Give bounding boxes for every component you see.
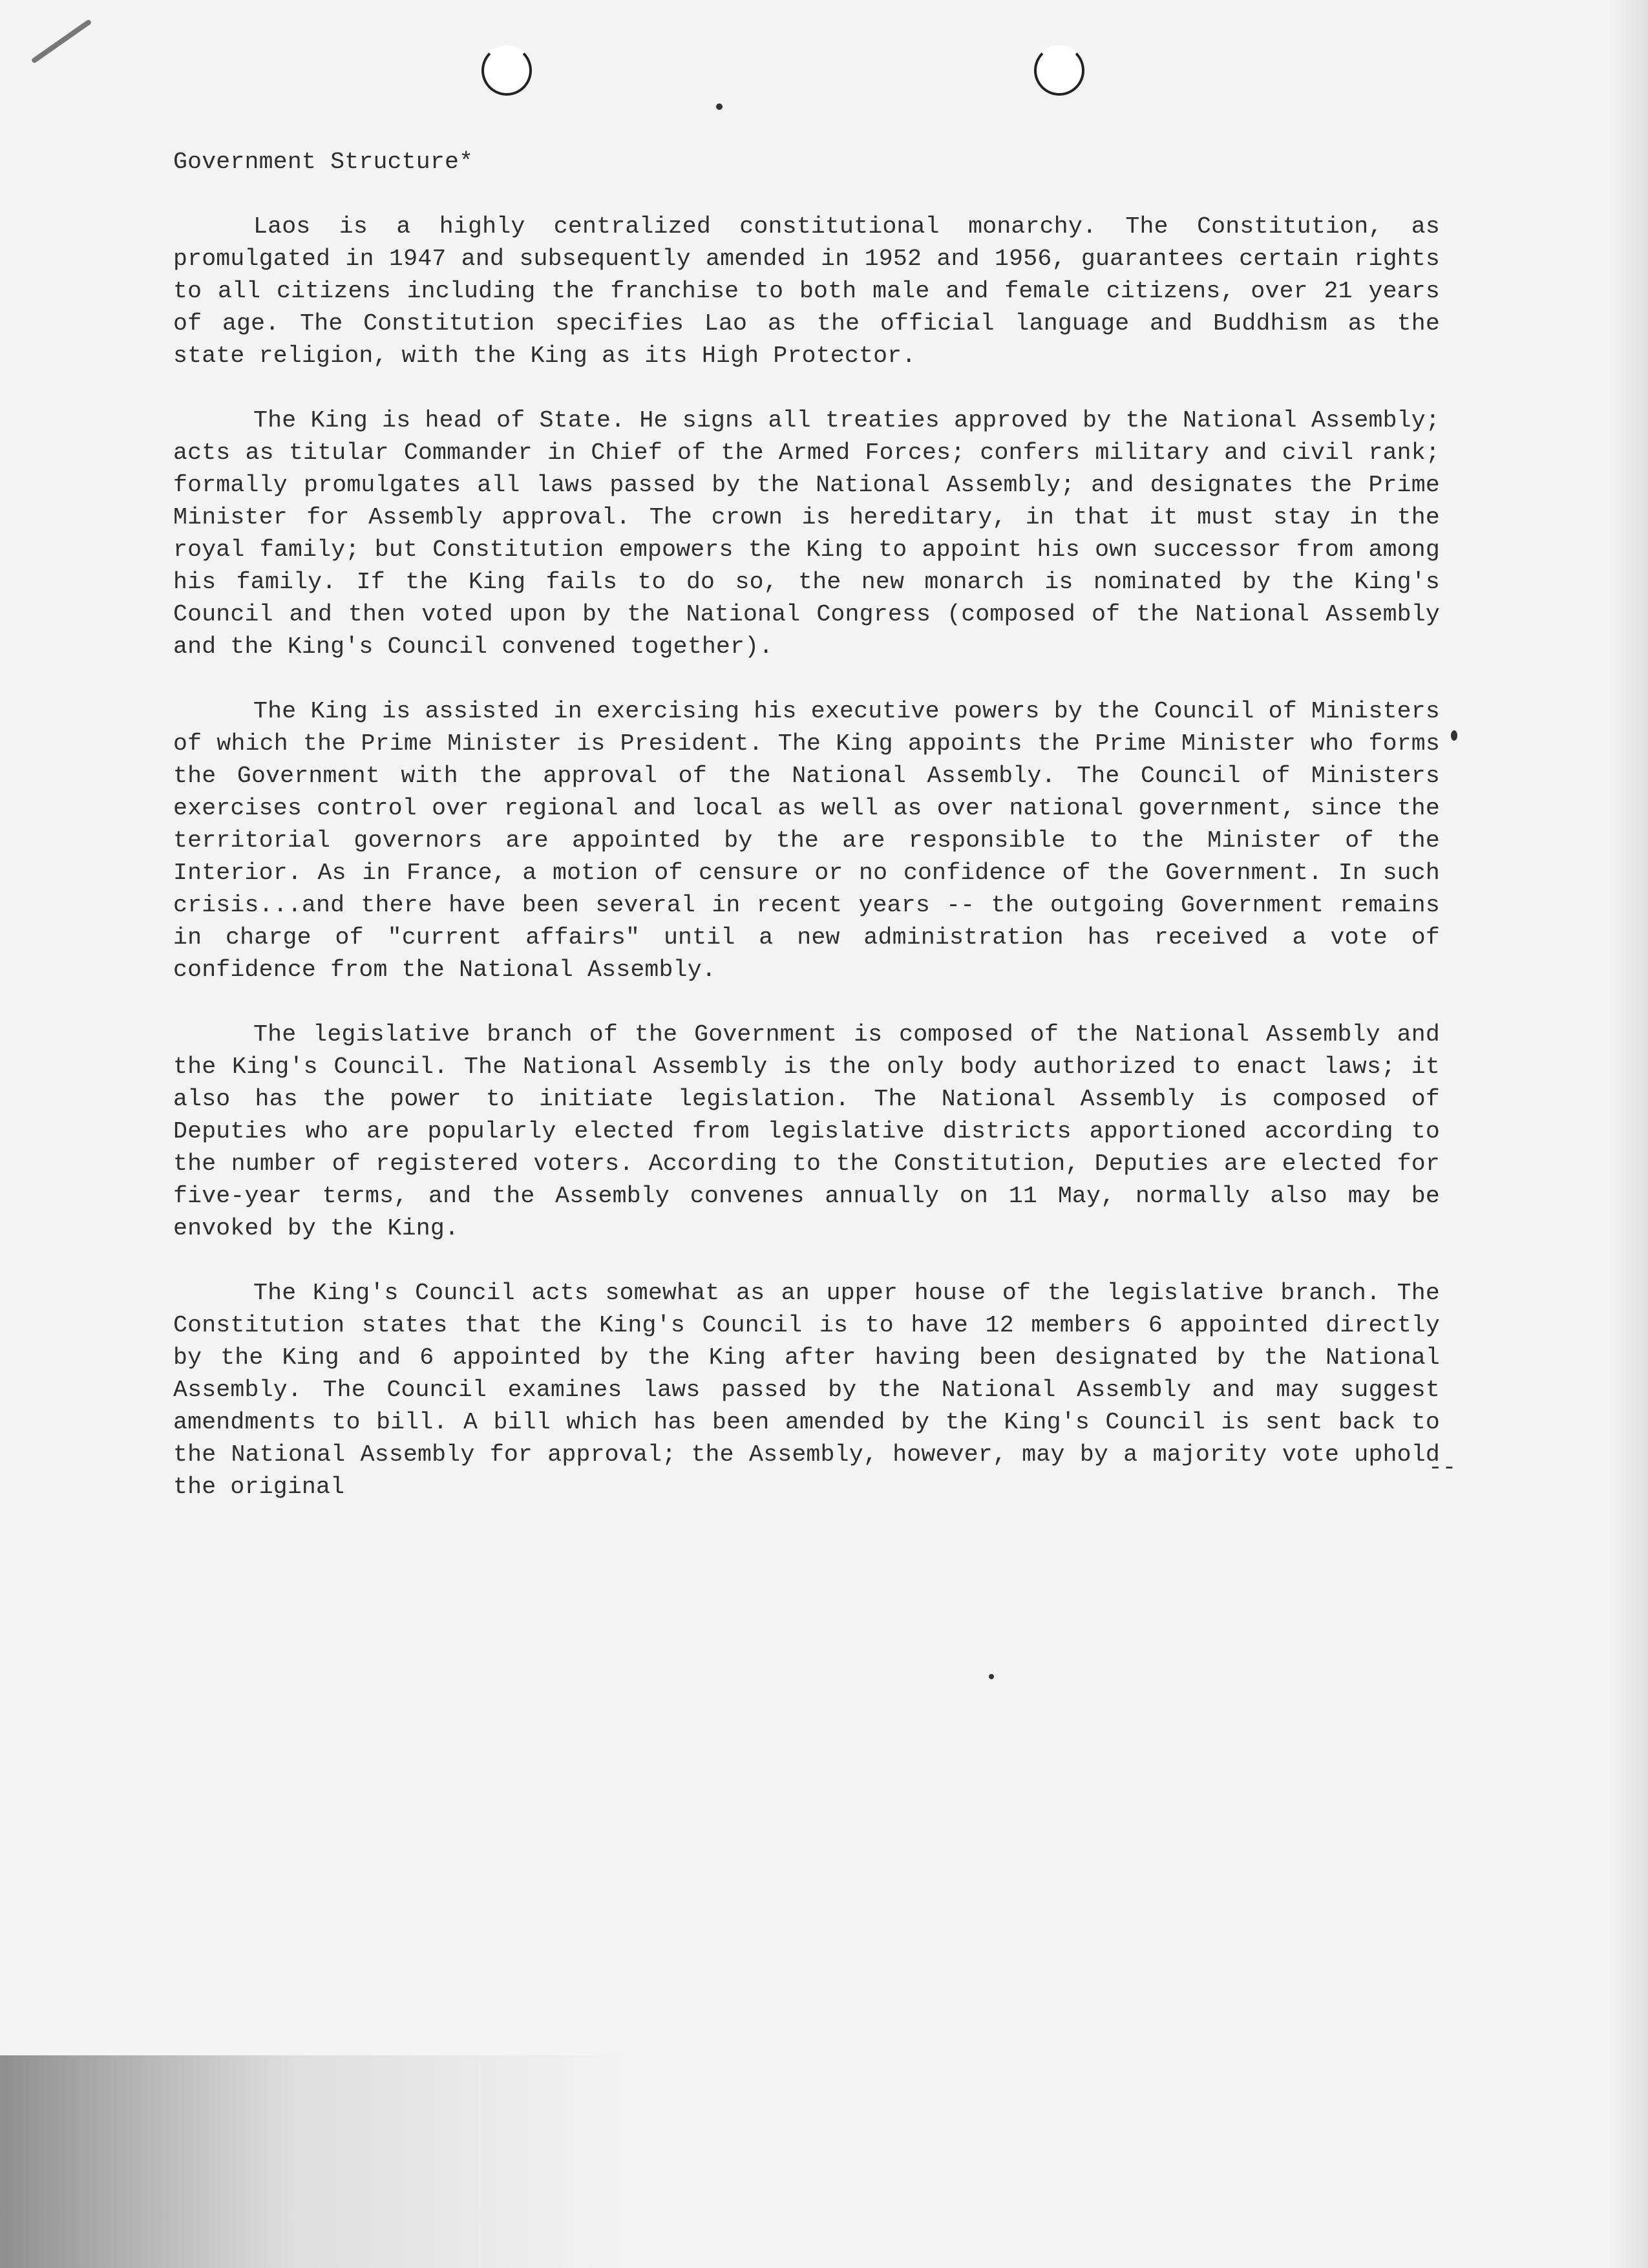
paragraph-king-head-of-state: The King is head of State. He signs all treaties approved by the National Assembly; acts as titular Commander in Chief of the Armed Forces; confers military and civil rank; formally promulgates all laws passed by the National Assembly; and designates the Prime Minister for Assembly approval. The crown is hereditary, in that it must stay in the royal family; but Constitution empowers the King to appoint his own successor from among his family. If the King fails to do so, the new monarch is nominated by the King's Council and then voted upon by the National Congress (composed of the National Assembly and the King's Council convened together). — [173, 407, 1440, 660]
punch-hole-right — [1034, 45, 1084, 96]
paragraph-kings-council: The King's Council acts somewhat as an upper house of the legislative branch. The Constitution states that the King's Council is to have 12 members 6 appointed directly by the King and 6 appointed by the King after having been designated by the National Assembly. The Council examines laws passed by the National Assembly and may suggest amendments to bill. A bill which has been amended by the King's Council is sent back to the National Assembly for approval; the Assembly, however, may by a majority vote uphold the original — [173, 1280, 1440, 1500]
document-heading: Government Structure* — [173, 149, 474, 175]
paragraph-constitution: Laos is a highly centralized constitutional monarchy. The Constitution, as promulgated in 1947 and subsequently amended in 1952 and 1956, guarantees certain rights to all citizens including the franchise to both male and female citizens, over 21 years of age. The Constitution specifies Lao as the official language and Buddhism as the state religion, with the King as its High Protector. — [173, 213, 1440, 369]
document-body — [173, 146, 1440, 1503]
punch-hole-left — [481, 45, 532, 96]
scan-shadow — [0, 2055, 646, 2268]
ink-speck — [989, 1674, 994, 1679]
ink-speck — [716, 103, 723, 110]
paragraph-council-of-ministers: The King is assisted in exercising his executive powers by the Council of Ministers of which the Prime Minister is President. The King appoints the Prime Minister who forms the Government with the approval of the National Assembly. The Council of Ministers exercises control over regional and local as well as over national government, since the territorial governors are appointed by the are responsible to the Minister of the Interior. As in France, a motion of censure or no confidence of the Government. In such crisis...and there have been several in recent years -- the outgoing Government remains in charge of "current affairs" until a new administration has received a vote of confidence from the National Assembly. — [173, 698, 1440, 983]
ink-speck — [1451, 730, 1457, 741]
margin-dash: -- — [1428, 1454, 1457, 1481]
paragraph-legislative-branch: The legislative branch of the Government is composed of the National Assembly and the King's Council. The National Assembly is the only body authorized to enact laws; it also has the power to initiate legislation. The National Assembly is composed of Deputies who are popularly elected from legislative districts apportioned according to the number of registered voters. According to the Constitution, Deputies are elected for five-year terms, and the Assembly convenes annually on 11 May, normally also may be envoked by the King. — [173, 1021, 1440, 1242]
staple-mark — [31, 19, 92, 64]
scan-edge-shading — [1609, 0, 1648, 2268]
